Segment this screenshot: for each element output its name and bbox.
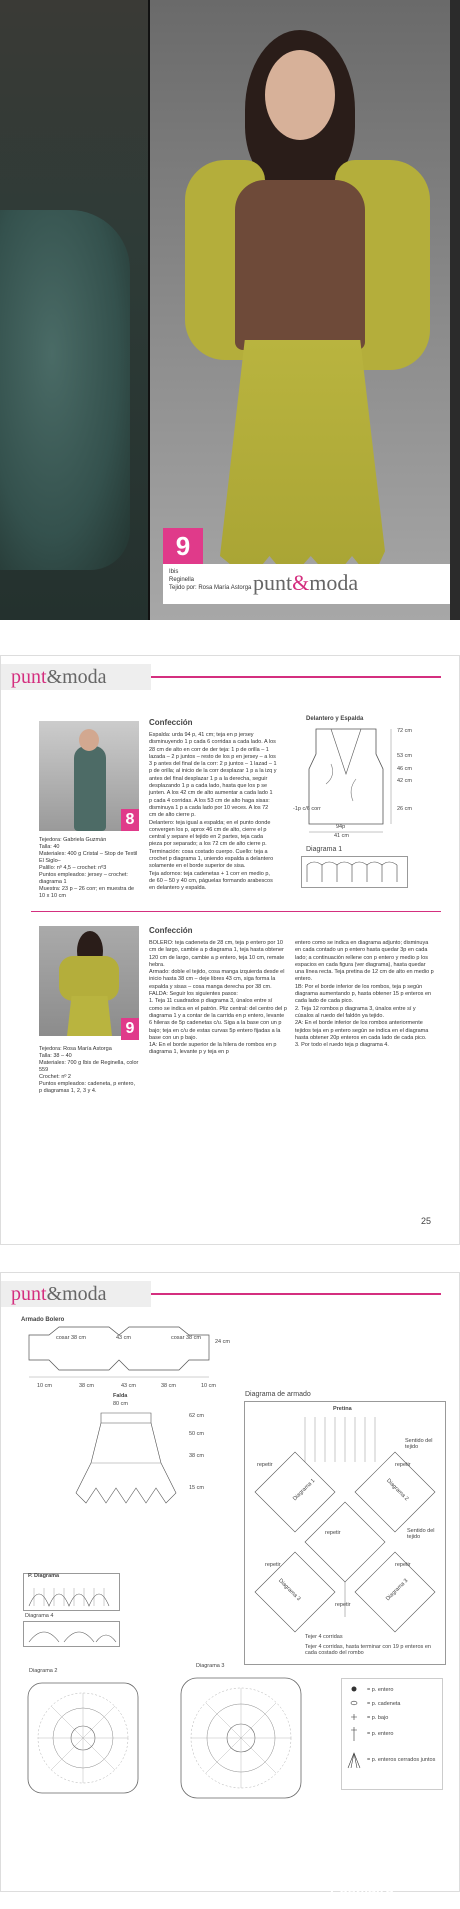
dress-silhouette xyxy=(74,746,106,831)
dimension-label: 42 cm xyxy=(397,778,412,784)
header-rule xyxy=(151,1293,441,1295)
magazine-logo xyxy=(11,1283,107,1306)
dimension-label: 10 cm xyxy=(37,1383,52,1389)
model-face xyxy=(79,729,99,751)
logo-word: punt xyxy=(11,1283,47,1305)
diagram-ref: Diagrama 1 xyxy=(292,1477,317,1503)
diagrams-page xyxy=(0,1272,460,1892)
symbol-legend xyxy=(341,1678,443,1790)
section-title: Confección xyxy=(149,926,193,935)
dimension-label: 41 cm xyxy=(334,833,349,839)
repeat-label: repetir xyxy=(335,1602,351,1608)
repeat-label: repetir xyxy=(265,1562,281,1568)
model-face xyxy=(265,50,335,140)
watermark: Postila.ru xyxy=(330,1880,394,1896)
diagram-title: Diagrama 1 xyxy=(306,846,343,853)
legend-item: = p. enteros cerrados juntos xyxy=(367,1757,436,1763)
logo-word: moda xyxy=(62,1283,107,1305)
dimension-label: 24 cm xyxy=(215,1339,230,1345)
dimension-label: 26 cm xyxy=(397,806,412,812)
legend-item: = p. bajo xyxy=(367,1715,389,1721)
bolero-title: Armado Bolero xyxy=(21,1317,65,1323)
dimension-label: -1p c/6 corr xyxy=(293,806,321,812)
magazine-photo-spread xyxy=(0,0,460,620)
model-8-photo xyxy=(0,0,148,620)
p-diagrama xyxy=(23,1573,120,1611)
skirt-schematic xyxy=(71,1408,181,1508)
bolero-shape xyxy=(59,956,119,1001)
diagram-ref: Diagrama 2 xyxy=(385,1477,410,1503)
falda-title: Falda xyxy=(113,1393,128,1399)
model-8-credits: Tejedora: Gabriela Guzmán Talla: 40 Materiales: 400 g Cristal – Stop de Textil El Siglo– Palillo: nº 4,5 – crochet: nº3 Puntos empleados: jersey – crochet: diagrama 1 Muestra: 23 p – 26 corr; en muestra de 10 x 10 cm xyxy=(39,837,138,899)
diagram-3-motif xyxy=(176,1673,306,1803)
legend-item: = p. entero xyxy=(367,1731,394,1737)
diagram-4 xyxy=(23,1621,120,1647)
repeat-label: repetir xyxy=(395,1462,411,1468)
dimension-label: 15 cm xyxy=(189,1485,204,1491)
stitch-pattern xyxy=(302,857,407,887)
dimension-label: 43 cm xyxy=(121,1383,136,1389)
diagram-title: Diagrama 3 xyxy=(196,1663,225,1669)
logo-word: moda xyxy=(62,666,107,688)
crochet-skirt xyxy=(220,340,385,580)
logo-amp: & xyxy=(46,666,63,688)
pretina-label: Pretina xyxy=(333,1406,352,1412)
credit-line: Tejido por: Rosa María Astorga xyxy=(169,585,252,591)
header-rule xyxy=(151,676,441,678)
dimension-label: 43 cm xyxy=(116,1335,131,1341)
logo-amp: & xyxy=(292,570,310,595)
corridas-note: Tejer 4 corridas, hasta terminar con 19 p enteros en cada costado del rombo xyxy=(305,1644,431,1656)
dimension-label: 62 cm xyxy=(189,1413,204,1419)
magazine-logo xyxy=(253,570,358,596)
legend-item: = p. entero xyxy=(367,1687,394,1693)
pattern-number-badge: 9 xyxy=(163,528,203,564)
instructions-page xyxy=(0,655,460,1245)
credit-line: Reginella xyxy=(169,577,195,583)
direction-label: Sentido del tejido xyxy=(405,1438,433,1450)
assembly-diagram xyxy=(244,1401,446,1665)
diagram-title: Diagrama 2 xyxy=(29,1668,58,1674)
section-title: Confección xyxy=(149,718,193,727)
front-back-schematic xyxy=(291,724,431,844)
dimension-label: 53 cm xyxy=(397,753,412,759)
dimension-label: cosar 38 cm xyxy=(171,1335,201,1341)
model-9-credits: Tejedora: Rosa María Astorga Talla: 38 – 40 Materiales: 700 g Ibis de Reginella, color 559 Crochet: nº 2 Puntos empleados: cadeneta, p entero, p diagramas 1, 2, 3 y 4. xyxy=(39,1046,139,1094)
diagram-ref: Diagrama 3 xyxy=(385,1577,410,1603)
section-divider xyxy=(31,911,441,912)
stitch-pattern xyxy=(24,1574,119,1610)
credit-line: Ibis xyxy=(169,569,179,575)
dimension-label: 50 cm xyxy=(189,1431,204,1437)
logo-amp: & xyxy=(46,1283,63,1305)
photo-caption-bar xyxy=(163,564,450,604)
logo-bar xyxy=(1,1281,151,1307)
stitch-pattern xyxy=(24,1622,119,1646)
dimension-label: 10 cm xyxy=(201,1383,216,1389)
repeat-label: repetir xyxy=(395,1562,411,1568)
logo-bar xyxy=(1,664,151,690)
diagram-ref: Diagrama 3 xyxy=(277,1577,302,1603)
pattern-number-badge: 9 xyxy=(121,1018,139,1040)
bolero-schematic xyxy=(19,1325,229,1385)
section-body: entero como se indica en diagrama adjunto; disminuya en cada contado un p entero hasta quedar 3p en cada lado; a continuación rellene con p entero y medio p los espacios en cada figura (ver diagrama), hasta quedar una línea recta. Teja pretina de 12 cm de alto en medio p entero. 1B: Por el borde inferior de los rombos, teja p según diagrama aumentando p, hasta obtener 15 p enteros en cada lado de cada pico. 2. Teja 12 rombos p diagrama 3, únalos entre sí y cúsalos al ruedo del faldón ya tejido. 2A: En el borde inferior de los rombos anteriormente tejidos teja en p entero según se indica en el diagrama hasta obtener 20p enteros en cada lado de cada pico. 3. Por todo el ruedo teja p diagrama 4. xyxy=(295,940,434,1049)
page-number: 25 xyxy=(421,1216,432,1226)
model-9-photo xyxy=(150,0,450,620)
magazine-logo xyxy=(11,666,107,689)
pattern-number-badge: 8 xyxy=(121,809,139,831)
logo-word: punt xyxy=(11,666,47,688)
corridas-note: Tejer 4 corridas xyxy=(305,1634,343,1640)
teal-dress-shape xyxy=(0,210,130,570)
diagram-title: Diagrama 4 xyxy=(25,1613,54,1619)
legend-item: = p. cadeneta xyxy=(367,1701,401,1707)
diagram-title: P. Diagrama xyxy=(28,1573,60,1579)
section-body: BOLERO: teja cadeneta de 28 cm, teja p entero por 10 cm de largo, cambie a p diagrama 1, teja hasta obtener 120 cm de largo, cambie a p entero, teja 10 cm, remate hebra. Armado: doble el tejido, cosa manga izquierda desde el inicio hasta 38 cm – deje libres 43 cm, siga forma la espalda y sisas – cosa manga derecha por 38 cm. FALDA: Seguir los siguientes pasos: 1. Teja 11 cuadrados p diagrama 3, únalos entre sí como se indica en el patrón. Pliz central: del centro del p diagrama 1 y a contar de la carrida en p entero, levante 6 hileras de 5p cadenetas c/u. Siga a la base con un p bajo; teja en c/u de estas curvas 5p entero fijadas a la base con un p bajo. 1A: En el borde superior de la hilera de rombos en p diagrama 1, levante p y teja en p xyxy=(149,940,287,1056)
direction-label: Sentido del tejido xyxy=(407,1528,435,1540)
dimension-label: 94p xyxy=(336,824,346,830)
diagram-2-motif xyxy=(23,1678,143,1798)
dimension-label: 46 cm xyxy=(397,766,412,772)
dimension-label: 38 cm xyxy=(161,1383,176,1389)
brown-top xyxy=(235,180,365,350)
schematic-title: Delantero y Espalda xyxy=(306,716,364,722)
diagram-1 xyxy=(301,856,408,888)
armado-title: Diagrama de armado xyxy=(245,1391,311,1398)
credit-info xyxy=(169,568,251,592)
section-body: Espalda: urda 94 p, 41 cm; teja en p jersey disminuyendo 1 p cada 6 corridas a cada lado. A los 28 cm de alto en corr de der teja: 1 p de orilla – 1 lazada – 2 p juntos – resto de los p en jersey – a los 3 p antes del final de la corr: 2 p juntos – 1 lazad – 1 p de orilla; al inicio de la corr desplazar 1 p a la izq y antes del final desplazar 1 p a la derecha, seguir desplazando 1 p a cada lado, hasta que los p se junten. A los 42 cm de alto aumentar a cada lado 1 p cada 4 corridas. A los 53 cm de alto haga sisas: disminuya 1 p a cada lado por 10 veces. A los 72 cm de alto cierre p. Delantero: teja igual a espalda; en el punto donde convergen los p, aprox 46 cm de alto, cierre el p central y separe el tejido en 2 partes, teja cada pieza por separado; a los 72 cm de alto cierre p. Terminación: cosa costado cuerpo. Cuello: teja a crochet p diagrama 1, uniendo espalda a delantero solamente en el borde superior de sisa. Teja adornos: teja cadenetas + 1 corr en medio p, de 60 – 50 y 40 cm, páguelas formando arabescos en delantero y espalda. xyxy=(149,732,277,892)
skirt-shape xyxy=(67,996,112,1036)
legend-symbols xyxy=(344,1683,368,1783)
logo-word: punt xyxy=(253,570,293,595)
repeat-label: repetir xyxy=(325,1530,341,1536)
dimension-label: 38 cm xyxy=(79,1383,94,1389)
dimension-label: 72 cm xyxy=(397,728,412,734)
dimension-label: 38 cm xyxy=(189,1453,204,1459)
dimension-label: cosar 38 cm xyxy=(56,1335,86,1341)
dimension-label: 80 cm xyxy=(113,1401,128,1407)
repeat-label: repetir xyxy=(257,1462,273,1468)
logo-word: moda xyxy=(309,570,359,595)
